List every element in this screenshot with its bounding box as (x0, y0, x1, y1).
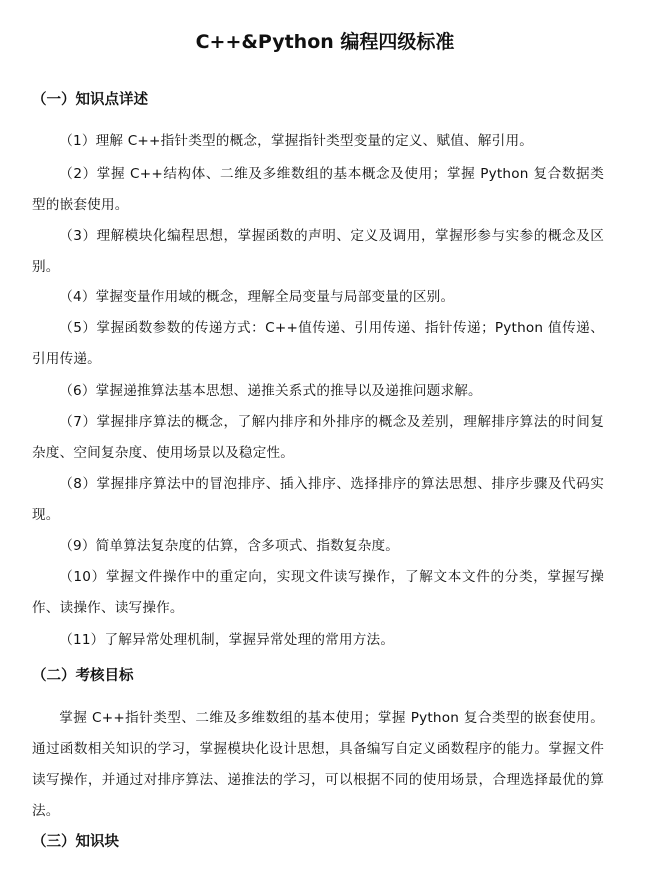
knowledge-item-3: （3）理解模块化编程思想，掌握函数的声明、定义及调用，掌握形参与实参的概念及区别。 (32, 228, 604, 275)
knowledge-item-6: （6）掌握递推算法基本思想、递推关系式的推导以及递推问题求解。 (59, 383, 482, 399)
document-title: C++&Python 编程四级标准 (195, 31, 455, 53)
knowledge-item-5: （5）掌握函数参数的传递方式：C++值传递、引用传递、指针传递；Python 值传递、引用传递。 (32, 320, 604, 367)
knowledge-item-7: （7）掌握排序算法的概念，了解内排序和外排序的概念及差别，理解排序算法的时间复杂度、空间复杂度、使用场景以及稳定性。 (32, 414, 604, 461)
knowledge-item-9: （9）简单算法复杂度的估算，含多项式、指数复杂度。 (59, 538, 400, 554)
assessment-goals-paragraph: 掌握 C++指针类型、二维及多维数组的基本使用；掌握 Python 复合类型的嵌套使用。通过函数相关知识的学习，掌握模块化设计思想，具备编写自定义函数程序的能力。掌握文件读写操作，并通过对排序算法、递推法的学习，可以根据不同的使用场景，合理选择最优的算法。 (32, 710, 604, 819)
knowledge-item-10: （10）掌握文件操作中的重定向，实现文件读写操作，了解文本文件的分类，掌握写操作、读操作、读写操作。 (32, 569, 604, 616)
knowledge-item-2: （2）掌握 C++结构体、二维及多维数组的基本概念及使用；掌握 Python 复合数据类型的嵌套使用。 (32, 166, 604, 213)
knowledge-item-4: （4）掌握变量作用域的概念，理解全局变量与局部变量的区别。 (59, 289, 455, 305)
knowledge-item-8: （8）掌握排序算法中的冒泡排序、插入排序、选择排序的算法思想、排序步骤及代码实现。 (32, 476, 604, 523)
knowledge-item-11: （11）了解异常处理机制，掌握异常处理的常用方法。 (59, 632, 395, 648)
knowledge-item-1: （1）理解 C++指针类型的概念，掌握指针类型变量的定义、赋值、解引用。 (59, 133, 534, 149)
section-heading-knowledge-details: （一）知识点详述 (32, 92, 148, 108)
section-heading-assessment-goals: （二）考核目标 (32, 668, 134, 684)
section-heading-knowledge-blocks: （三）知识块 (32, 834, 119, 850)
